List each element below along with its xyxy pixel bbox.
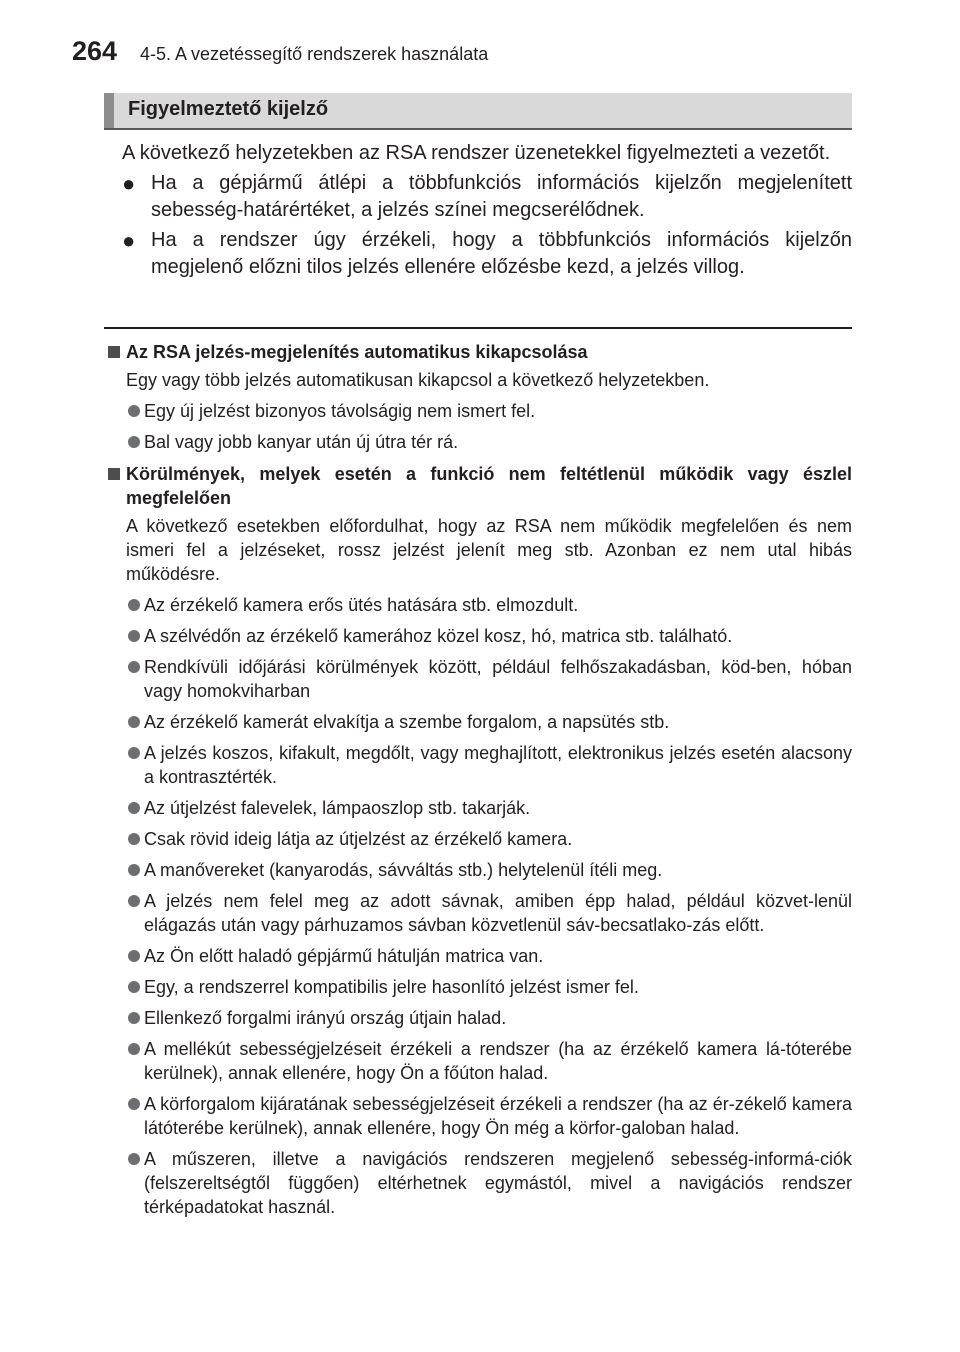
- bullet-icon: [128, 716, 140, 728]
- note-item-text: Az Ön előtt haladó gépjármű hátulján matrica van.: [144, 946, 544, 966]
- list-item-text: Ha a gépjármű átlépi a többfunkciós információs kijelzőn megjelenített sebesség-határértéket, a jelzés színei megcserélődnek.: [151, 172, 852, 221]
- bullet-icon: [128, 1153, 140, 1165]
- section-heading-accent: [104, 93, 114, 128]
- bullet-icon: [128, 661, 140, 673]
- note-item-text: Csak rövid ideig látja az útjelzést az érzékelő kamera.: [144, 829, 573, 849]
- note-item: [108, 975, 852, 999]
- note-item: [108, 430, 852, 454]
- note-text: Egy vagy több jelzés automatikusan kikapcsol a következő helyzetekben.: [126, 370, 710, 390]
- bullet-icon: [128, 1043, 140, 1055]
- note-item-text: A mellékút sebességjelzéseit érzékeli a rendszer (ha az érzékelő kamera lá-tóterébe kerülnek), annak ellenére, hogy Ön a főúton halad.: [144, 1039, 852, 1083]
- bullet-icon: ●: [122, 171, 136, 196]
- note-item: [108, 889, 852, 937]
- divider: [104, 327, 852, 329]
- note-item: [108, 1147, 852, 1219]
- note-item: [108, 1006, 852, 1030]
- bullet-icon: [128, 950, 140, 962]
- note-item-text: Az érzékelő kamerát elvakítja a szembe forgalom, a napsütés stb.: [144, 712, 670, 732]
- note-item: [108, 944, 852, 968]
- bullet-icon: ●: [122, 228, 136, 253]
- bullet-icon: [128, 436, 140, 448]
- intro-paragraph: A következő helyzetekben az RSA rendszer üzenetekkel figyelmezteti a vezetőt.: [122, 142, 831, 164]
- section-title: Figyelmeztető kijelző: [128, 98, 329, 120]
- note-item-text: A műszeren, illetve a navigációs rendszeren megjelenő sebesség-informá-ciók (felszereltségtől függően) eltérhetnek egymástól, mivel a navigációs rendszer térképadatokat használ.: [144, 1149, 852, 1217]
- bullet-icon: [128, 1098, 140, 1110]
- bullet-icon: [128, 833, 140, 845]
- note-item-text: Ellenkező forgalmi irányú ország útjain halad.: [144, 1008, 507, 1028]
- bullet-icon: [128, 864, 140, 876]
- note-item: [108, 1092, 852, 1140]
- note-item: [108, 655, 852, 703]
- list-item-text: Ha a rendszer úgy érzékeli, hogy a többfunkciós információs kijelzőn megjelenő előzni tilos jelzés ellenére előzésbe kezd, a jelzés villog.: [151, 229, 852, 278]
- square-bullet-icon: [108, 346, 120, 358]
- chapter-title: 4-5. A vezetéssegítő rendszerek használata: [140, 44, 489, 64]
- note-heading: [108, 340, 852, 364]
- note-item-text: Bal vagy jobb kanyar után új útra tér rá.: [144, 432, 459, 452]
- note-heading-text: Az RSA jelzés-megjelenítés automatikus kikapcsolása: [126, 342, 588, 362]
- bullet-icon: [128, 802, 140, 814]
- note-heading: [108, 462, 852, 510]
- notes-section: [108, 340, 852, 1219]
- note-item-text: A körforgalom kijáratának sebességjelzéseit érzékeli a rendszer (ha az ér-zékelő kamera látóterébe kerülnek), annak ellenére, hogy Ön még a körfor-galoban halad.: [144, 1094, 852, 1138]
- note-item: [108, 399, 852, 423]
- list-item: [122, 170, 852, 224]
- note-item: [108, 741, 852, 789]
- note-item: [108, 796, 852, 820]
- spacer: [108, 454, 852, 462]
- bullet-icon: [128, 747, 140, 759]
- list-item: [122, 227, 852, 281]
- note-item: [108, 624, 852, 648]
- note-item: [108, 827, 852, 851]
- bullet-icon: [128, 630, 140, 642]
- note-heading-text: Körülmények, melyek esetén a funkció nem feltétlenül működik vagy észlel megfelelően: [126, 464, 852, 508]
- page-number: 264: [72, 36, 118, 66]
- note-item-text: Az útjelzést falevelek, lámpaoszlop stb. takarják.: [144, 798, 531, 818]
- note-item-text: A jelzés koszos, kifakult, megdőlt, vagy meghajlított, elektronikus jelzés esetén alacsony a kontrasztérték.: [144, 743, 852, 787]
- section-heading-bar: [104, 93, 852, 130]
- note-item: [108, 858, 852, 882]
- bullet-icon: [128, 895, 140, 907]
- square-bullet-icon: [108, 468, 120, 480]
- bullet-icon: [128, 981, 140, 993]
- note-item-text: Egy, a rendszerrel kompatibilis jelre hasonlító jelzést ismer fel.: [144, 977, 639, 997]
- note-text: A következő esetekben előfordulhat, hogy az RSA nem működik megfelelően és nem ismeri fel a jelzéseket, rossz jelzést jelenít meg stb. Azonban ez nem utal hibás működésre.: [126, 516, 852, 584]
- note-item-text: Egy új jelzést bizonyos távolságig nem ismert fel.: [144, 401, 536, 421]
- note-item: [108, 593, 852, 617]
- note-item-text: A manővereket (kanyarodás, sávváltás stb.) helytelenül ítéli meg.: [144, 860, 663, 880]
- section-body: [122, 140, 852, 284]
- note-item: [108, 710, 852, 734]
- note-item-text: A szélvédőn az érzékelő kamerához közel kosz, hó, matrica stb. található.: [144, 626, 733, 646]
- note-item: [108, 1037, 852, 1085]
- bullet-icon: [128, 599, 140, 611]
- note-item-text: A jelzés nem felel meg az adott sávnak, amiben épp halad, például közvet-lenül elágazás után vagy párhuzamos sávban közvetlenül sáv-becsatlako-zás előtt.: [144, 891, 852, 935]
- bullet-icon: [128, 405, 140, 417]
- note-item-text: Az érzékelő kamera erős ütés hatására stb. elmozdult.: [144, 595, 579, 615]
- note-item-text: Rendkívüli időjárási körülmények között, például felhőszakadásban, köd-ben, hóban vagy homokviharban: [144, 657, 852, 701]
- bullet-icon: [128, 1012, 140, 1024]
